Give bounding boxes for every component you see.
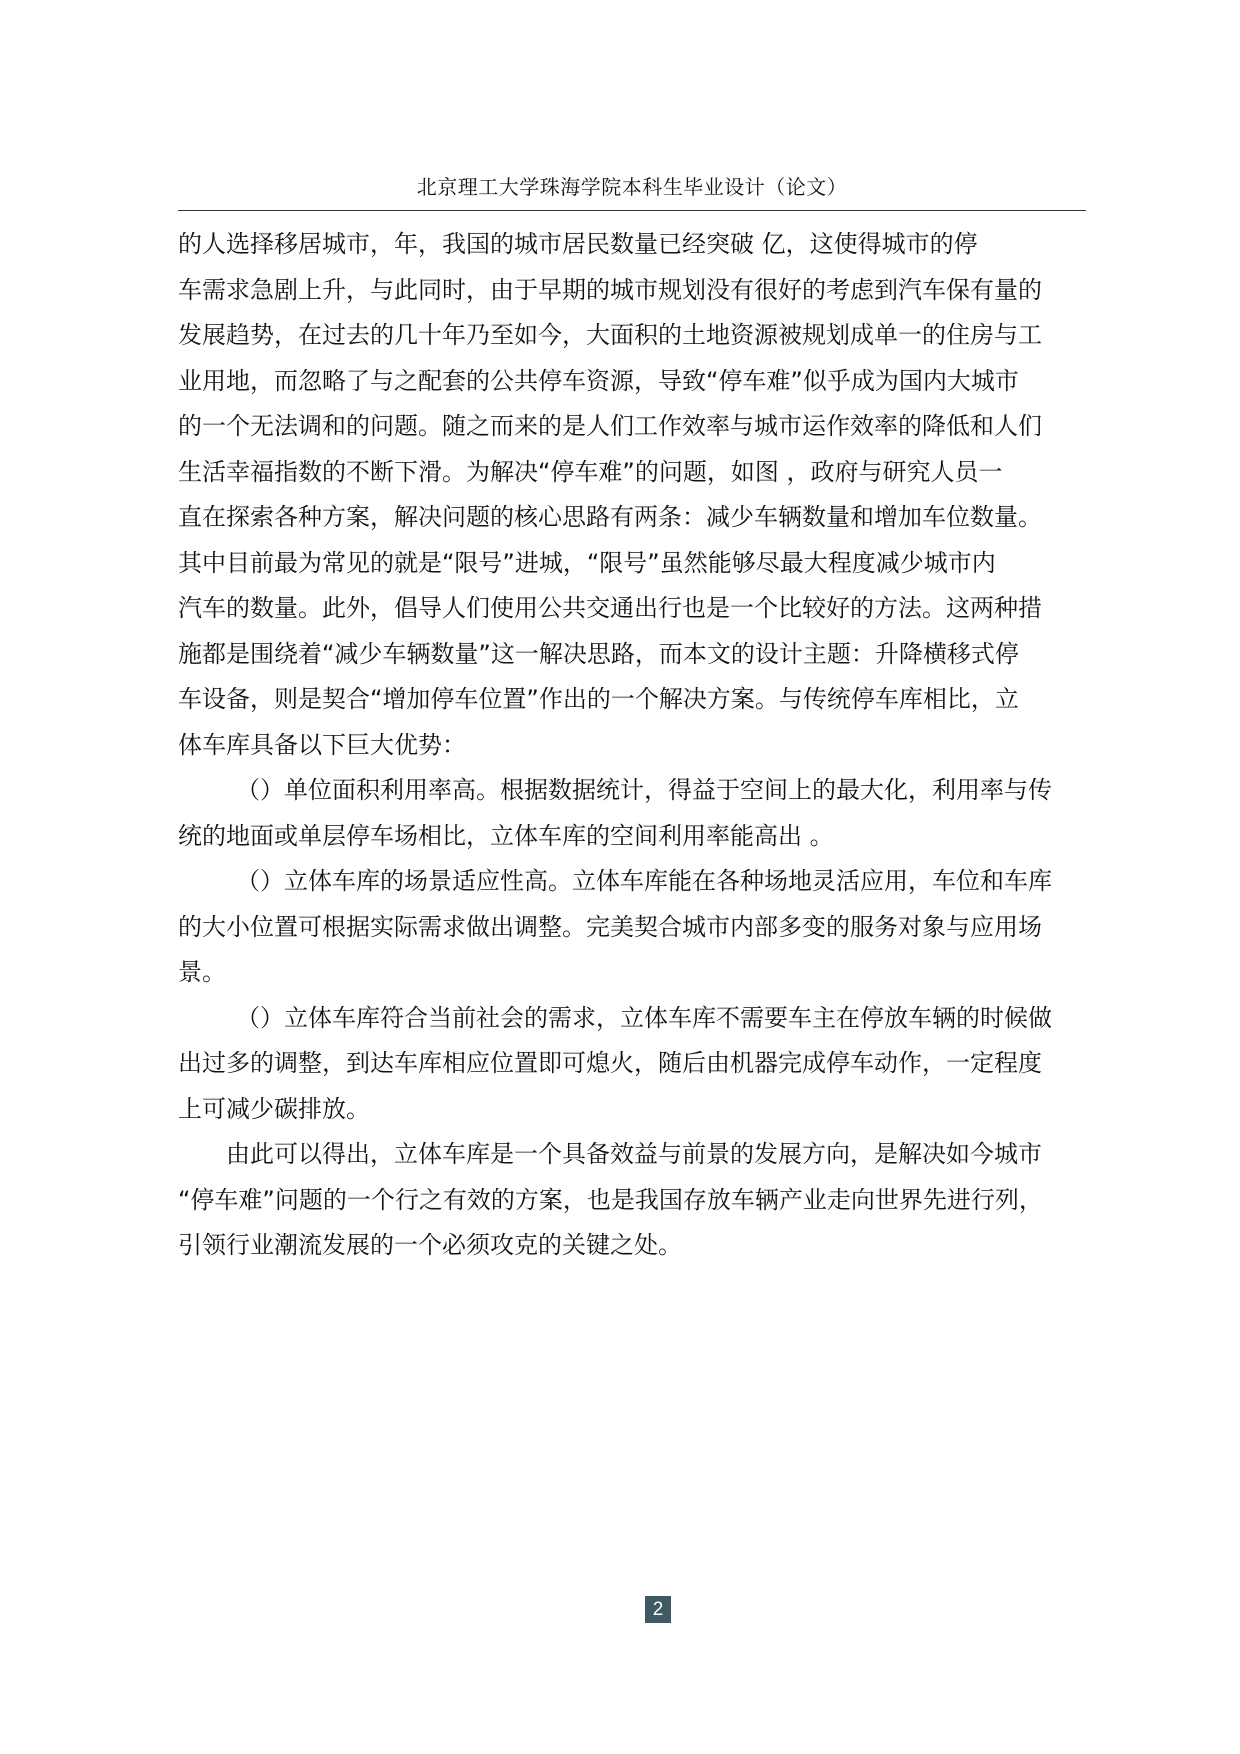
text-line: 其中目前最为常见的就是“限号”进城，“限号”虽然能够尽最大程度减少城市内 bbox=[178, 548, 996, 577]
text-line: 车设备，则是契合“增加停车位置”作出的一个解决方案。与传统停车库相比，立 bbox=[178, 685, 1019, 713]
list-item-3-line: （）立体车库符合当前社会的需求，立体车库不需要车主在停放车辆的时候做 bbox=[236, 1003, 1052, 1032]
header-divider bbox=[178, 210, 1086, 211]
text-line: 上可减少碳排放。 bbox=[178, 1094, 370, 1123]
page-number-badge: 2 bbox=[645, 1596, 671, 1623]
text-line: 业用地，而忽略了与之配套的公共停车资源，导致“停车难”似乎成为国内大城市 bbox=[178, 366, 1019, 395]
text-line: 汽车的数量。此外，倡导人们使用公共交通出行也是一个比较好的方法。这两种措 bbox=[178, 594, 1042, 622]
text-line: “停车难”问题的一个行之有效的方案，也是我国存放车辆产业走向世界先进行列， bbox=[178, 1185, 1043, 1214]
text-line: 车需求急剧上升，与此同时，由于早期的城市规划没有很好的考虑到汽车保有量的 bbox=[178, 275, 1042, 304]
text-line: 施都是围绕着“减少车辆数量”这一解决思路，而本文的设计主题：升降横移式停 bbox=[178, 639, 1019, 668]
text-line: 直在探索各种方案，解决问题的核心思路有两条：减少车辆数量和增加车位数量。 bbox=[178, 503, 1042, 531]
text-line: 的大小位置可根据实际需求做出调整。完美契合城市内部多变的服务对象与应用场 bbox=[178, 912, 1042, 941]
text-line: 的一个无法调和的问题。随之而来的是人们工作效率与城市运作效率的降低和人们 bbox=[178, 412, 1042, 440]
list-item-1-line: （）单位面积利用率高。根据数据统计，得益于空间上的最大化，利用率与传 bbox=[236, 776, 1052, 804]
list-item-2-line: （）立体车库的场景适应性高。立体车库能在各种场地灵活应用，车位和车库 bbox=[236, 867, 1052, 895]
page-header-title: 北京理工大学珠海学院本科生毕业设计（论文） bbox=[416, 175, 848, 199]
text-line: 引领行业潮流发展的一个必须攻克的关键之处。 bbox=[178, 1231, 682, 1259]
text-line: 生活幸福指数的不断下滑。为解决“停车难”的问题，如图 ，政府与研究人员一 bbox=[178, 457, 1003, 486]
body-text bbox=[178, 222, 1086, 1269]
text-line: 出过多的调整，到达车库相应位置即可熄火，随后由机器完成停车动作，一定程度 bbox=[178, 1049, 1042, 1077]
conclusion-para-line: 由此可以得出，立体车库是一个具备效益与前景的发展方向，是解决如今城市 bbox=[226, 1140, 1042, 1168]
text-line: 体车库具备以下巨大优势： bbox=[178, 730, 466, 759]
text-line: 景。 bbox=[178, 958, 226, 986]
text-line: 的人选择移居城市，年，我国的城市居民数量已经突破 亿，这使得城市的停 bbox=[178, 230, 978, 258]
text-line: 发展趋势，在过去的几十年乃至如今，大面积的土地资源被规划成单一的住房与工 bbox=[178, 321, 1042, 349]
text-line: 统的地面或单层停车场相比，立体车库的空间利用率能高出 。 bbox=[178, 821, 834, 850]
